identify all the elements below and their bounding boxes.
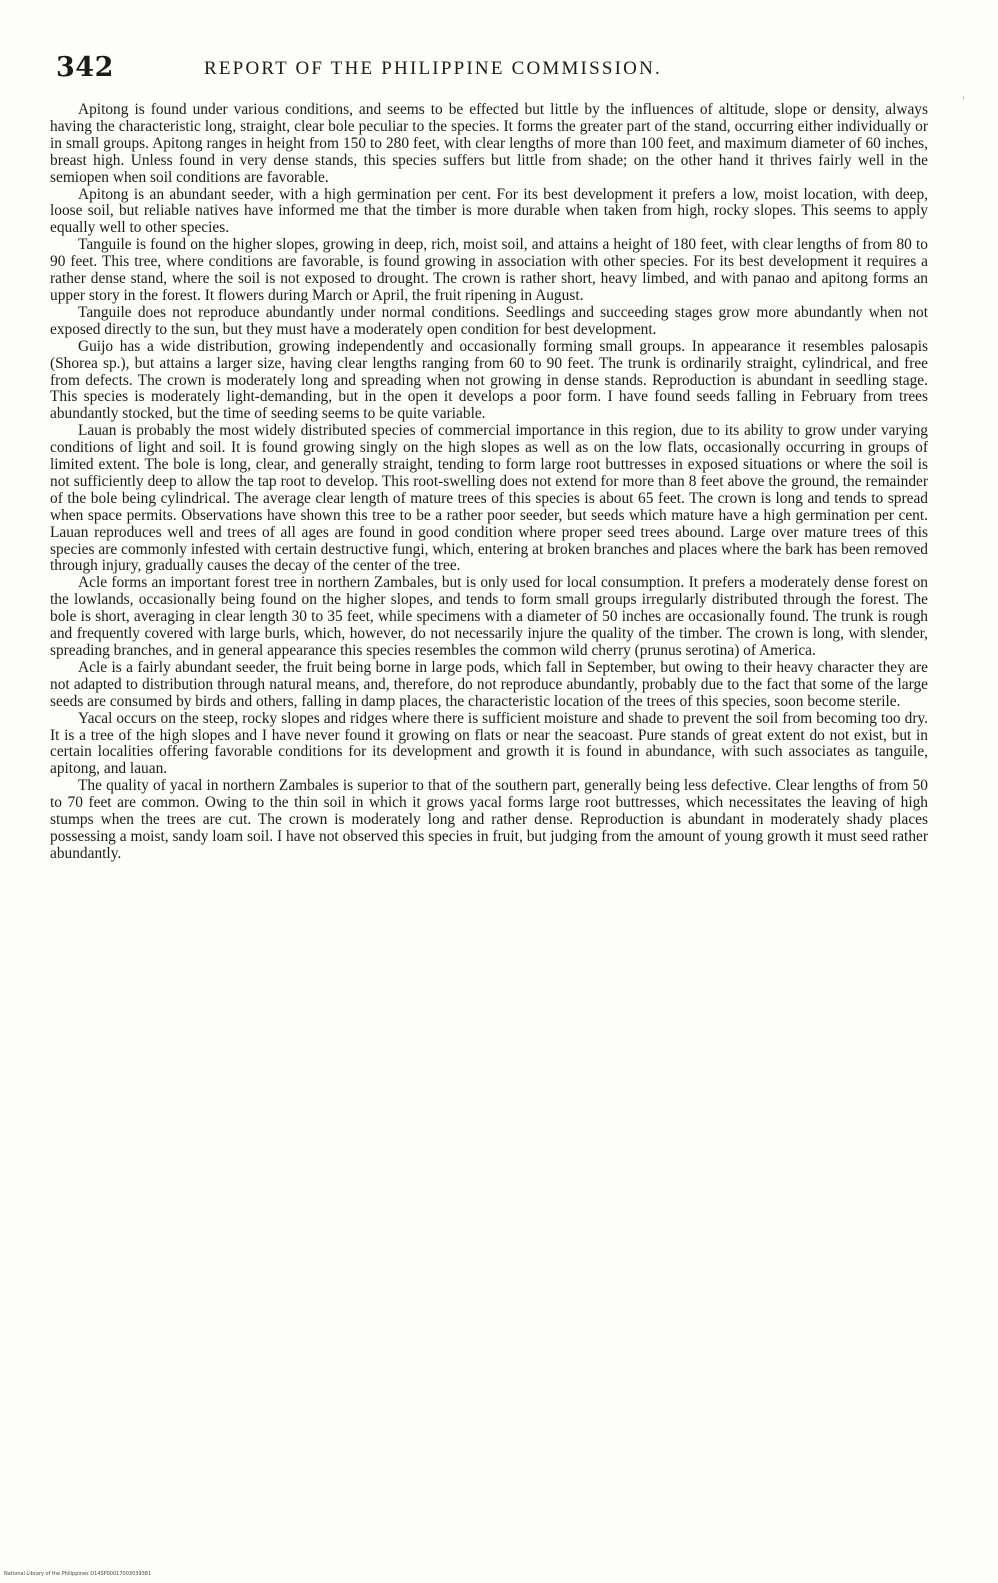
body-text bbox=[50, 102, 928, 863]
paragraph-apitong-conditions: Apitong is found under various conditions, and seems to be effected but little by the influences of altitude, slope or density, always having the characteristic long, straight, clear bole peculiar to the species. It forms the greater part of the stand, occurring either individually or in small groups. Apitong ranges in height from 150 to 280 feet, with clear lengths of more than 100 feet, and maximum diameter of 60 inches, breast high. Unless found in very dense stands, this species suffers but little from shade; on the other hand it thrives fairly well in the semiopen when soil conditions are favorable. bbox=[50, 101, 928, 186]
paragraph-acle-seeder: Acle is a fairly abundant seeder, the fruit being borne in large pods, which fall in September, but owing to their heavy character they are not adapted to distribution through natural means, and, therefore, do not reproduce abundantly, probably due to the fact that some of the large seeds are consumed by birds and others, falling in damp places, the characteristic location of the trees of this species, soon become sterile. bbox=[50, 658, 928, 710]
margin-mark: ' bbox=[962, 96, 965, 107]
paragraph-lauan: Lauan is probably the most widely distributed species of commercial importance in this region, due to its ability to grow under varying conditions of light and soil. It is found growing singly on the high slopes as well as on the low flats, occasionally occurring in groups of limited extent. The bole is long, clear, and generally straight, tending to form large root buttresses in exposed situations or where the soil is not sufficiently deep to allow the tap root to develop. This root-swelling does not extend for more than 8 feet above the ground, the remainder of the bole being cylindrical. The average clear length of mature trees of this species is about 65 feet. The crown is long and tends to spread when space permits. Observations have shown this tree to be a rather poor seeder, but seeds which mature have a high germination per cent. Lauan reproduces well and trees of all ages are found in good condition where proper seed trees abound. Large over mature trees of this species are commonly infested with certain destructive fungi, which, entering at broken branches and places where the bark has been removed through injury, gradually causes the decay of the center of the tree. bbox=[50, 422, 928, 575]
paragraph-yacal-slopes: Yacal occurs on the steep, rocky slopes and ridges where there is sufficient moisture and shade to prevent the soil from becoming too dry. It is a tree of the high slopes and I have never found it growing on flats or near the seacoast. Pure stands of great extent do not exist, but in certain localities offering favorable conditions for its development and growth it is found in abundance, with such associates as tanguile, apitong, and lauan. bbox=[50, 709, 928, 778]
paragraph-tanguile-slopes: Tanguile is found on the higher slopes, growing in deep, rich, moist soil, and attains a height of 180 feet, with clear lengths of from 80 to 90 feet. This tree, where conditions are favorable, is found growing in association with other species. For its best development it requires a rather dense stand, where the soil is not exposed to drought. The crown is rather short, heavy limbed, and with panao and apitong forms an upper story in the forest. It flowers during March or April, the fruit ripening in August. bbox=[50, 236, 928, 304]
page-number: 342 bbox=[56, 52, 114, 83]
paragraph-yacal-quality: The quality of yacal in northern Zambales is superior to that of the southern part, generally being less defective. Clear lengths of from 50 to 70 feet are common. Owing to the thin soil in which it grows yacal forms large root buttresses, which necessitates the leaving of high stumps when the trees are cut. The crown is moderately long and rather dense. Reproduction is abundant in moderately shady places possessing a moist, sandy loam soil. I have not observed this species in fruit, but judging from the amount of young growth it must seed rather abundantly. bbox=[50, 777, 928, 862]
paragraph-tanguile-reproduction: Tanguile does not reproduce abundantly under normal conditions. Seedlings and succeeding stages grow more abundantly when not exposed directly to the sun, but they must have a moderately open condition for best development. bbox=[50, 303, 928, 338]
paragraph-acle-forest: Acle forms an important forest tree in northern Zambales, but is only used for local consumption. It prefers a moderately dense forest on the lowlands, occasionally being found on the higher slopes, and tends to form small groups irregularly distributed through the forest. The bole is short, averaging in clear length 30 to 35 feet, while specimens with a diameter of 50 inches are occasionally found. The trunk is rough and frequently covered with large burls, which, however, do not necessarily injure the quality of the timber. The crown is long, with slender, spreading branches, and in general appearance this species resembles the common wild cherry (prunus serotina) of America. bbox=[50, 574, 928, 659]
paragraph-apitong-seeder: Apitong is an abundant seeder, with a high germination per cent. For its best development it prefers a low, moist location, with deep, loose soil, but reliable natives have informed me that the timber is more durable when taken from high, rocky slopes. This seems to apply equally well to other species. bbox=[50, 185, 928, 237]
page-header bbox=[56, 52, 926, 88]
paragraph-guijo: Guijo has a wide distribution, growing independently and occasionally forming small groups. In appearance it resembles palosapis (Shorea sp.), but attains a larger size, having clear lengths ranging from 60 to 90 feet. The trunk is ordinarily straight, cylindrical, and free from defects. The crown is moderately long and spreading when not growing in dense stands. Reproduction is abundant in seedling stage. This species is moderately light-demanding, but in the open it develops a poor form. I have found seeds falling in February from trees abundantly stocked, but the time of seeding seems to be quite variable. bbox=[50, 337, 928, 423]
footer-note: National Library of the Philippines D14SP00017003039381 bbox=[4, 1571, 152, 1577]
running-title: REPORT OF THE PHILIPPINE COMMISSION. bbox=[204, 58, 662, 79]
